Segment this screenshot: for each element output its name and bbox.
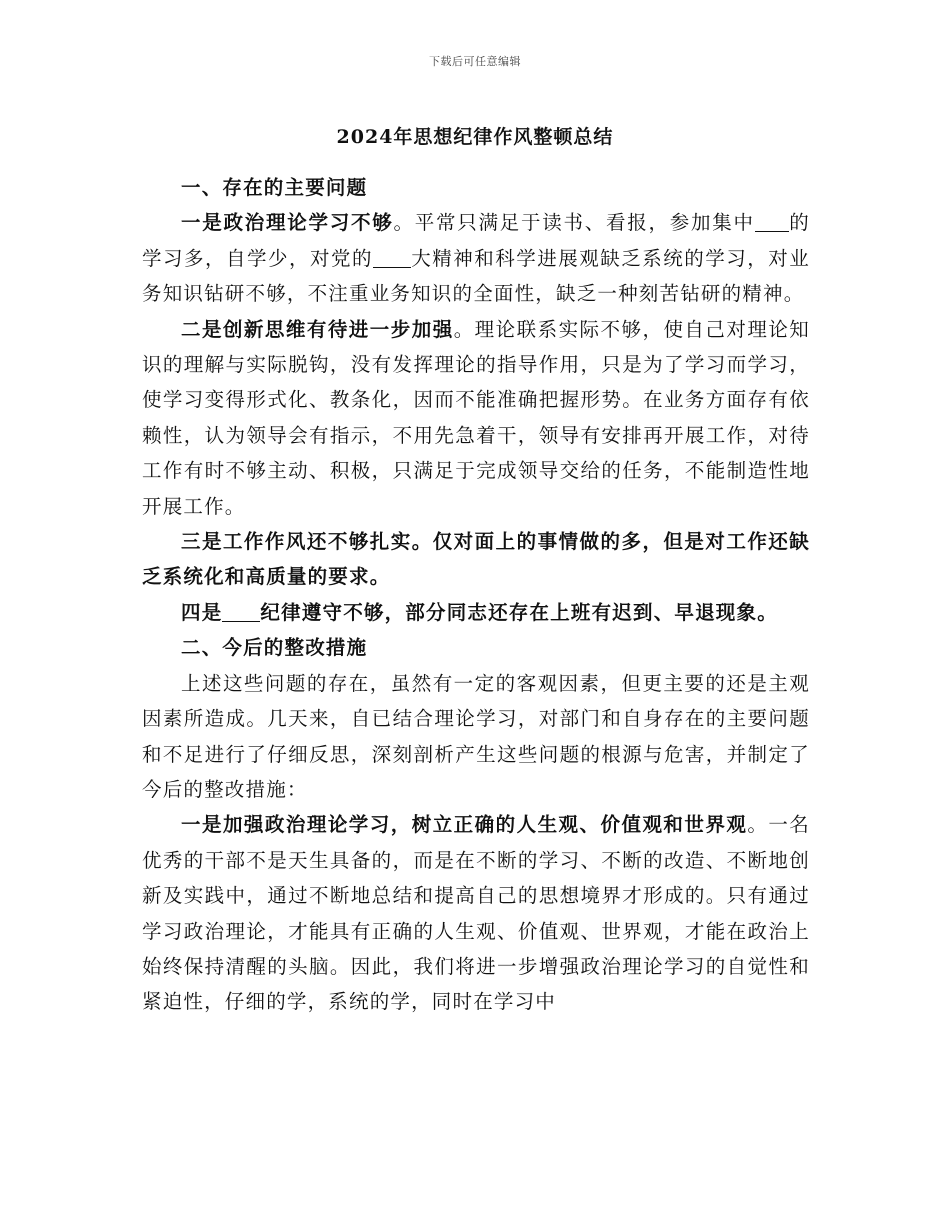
fill-blank: [222, 601, 260, 622]
paragraph-text: 纪律遵守不够，部分同志还存在上班有迟到、早退现象。: [260, 600, 778, 624]
paragraph-lead: 一是加强政治理论学习，树立正确的人生观、价值观和世界观: [181, 813, 748, 837]
paragraph-text: 大精神和科学进展观缺乏系统的学习，对业务知识钻研不够，不注重业务知识的全面性，缺乏一种刻苦钻研的精神。: [142, 246, 810, 306]
paragraph-text: 。平常只满足于读书、看报，参加集中: [393, 211, 755, 235]
header-note: 下载后可任意编辑: [429, 55, 521, 68]
paragraph-text: 。一名优秀的干部不是天生具备的，而是在不断的学习、不断的改造、不断地创新及实践中，通过不断地总结和提高自己的思想境界才形成的。只有通过学习政治理论，才能具有正确的人生观、价值观、世界观，才能在政治上始终保持清醒的头脑。因此，我们将进一步增强政治理论学习的自觉性和紧迫性，仔细的学，系统的学，同时在学习中: [142, 813, 810, 1014]
paragraph-political-study: [142, 205, 810, 311]
paragraph-text: 四是: [181, 600, 223, 624]
paragraph-reflection: 上述这些问题的存在，虽然有一定的客观因素，但更主要的还是主观因素所造成。几天来，自已结合理论学习，对部门和自身存在的主要问题和不足进行了仔细反思，深刻剖析产生这些问题的根源与危害，并制定了今后的整改措施：: [142, 671, 810, 801]
fill-blank: [373, 247, 411, 268]
paragraph-measure-one: [142, 807, 810, 1019]
paragraph-text: 。理论联系实际不够，使自己对理论知识的理解与实际脱钩，没有发挥理论的指导作用，只是为了学习而学习，使学习变得形式化、教条化，因而不能准确把握形势。在业务方面存有依赖性，认为领导会有指示，不用先急着干，领导有安排再开展工作，对待工作有时不够主动、积极，只满足于完成领导交给的任务，不能制造性地开展工作。: [142, 317, 810, 518]
paragraph-text: 的学习多，自学少，对党的: [142, 211, 810, 270]
document-body: [142, 170, 810, 1020]
paragraph-innovation: [142, 312, 810, 524]
section-heading-measures: 二、今后的整改措施: [181, 636, 368, 660]
paragraph-lead: 二是创新思维有待进一步加强: [181, 317, 454, 341]
paragraph-discipline: [142, 595, 810, 630]
document-title: 2024年思想纪律作风整顿总结: [336, 126, 614, 148]
section-heading-problems: 一、存在的主要问题: [181, 176, 368, 199]
fill-blank: [755, 212, 789, 233]
paragraph-lead: 一是政治理论学习不够: [181, 211, 394, 235]
paragraph-work-style: 三是工作作风还不够扎实。仅对面上的事情做的多，但是对工作还缺乏系统化和高质量的要求。: [142, 530, 810, 589]
